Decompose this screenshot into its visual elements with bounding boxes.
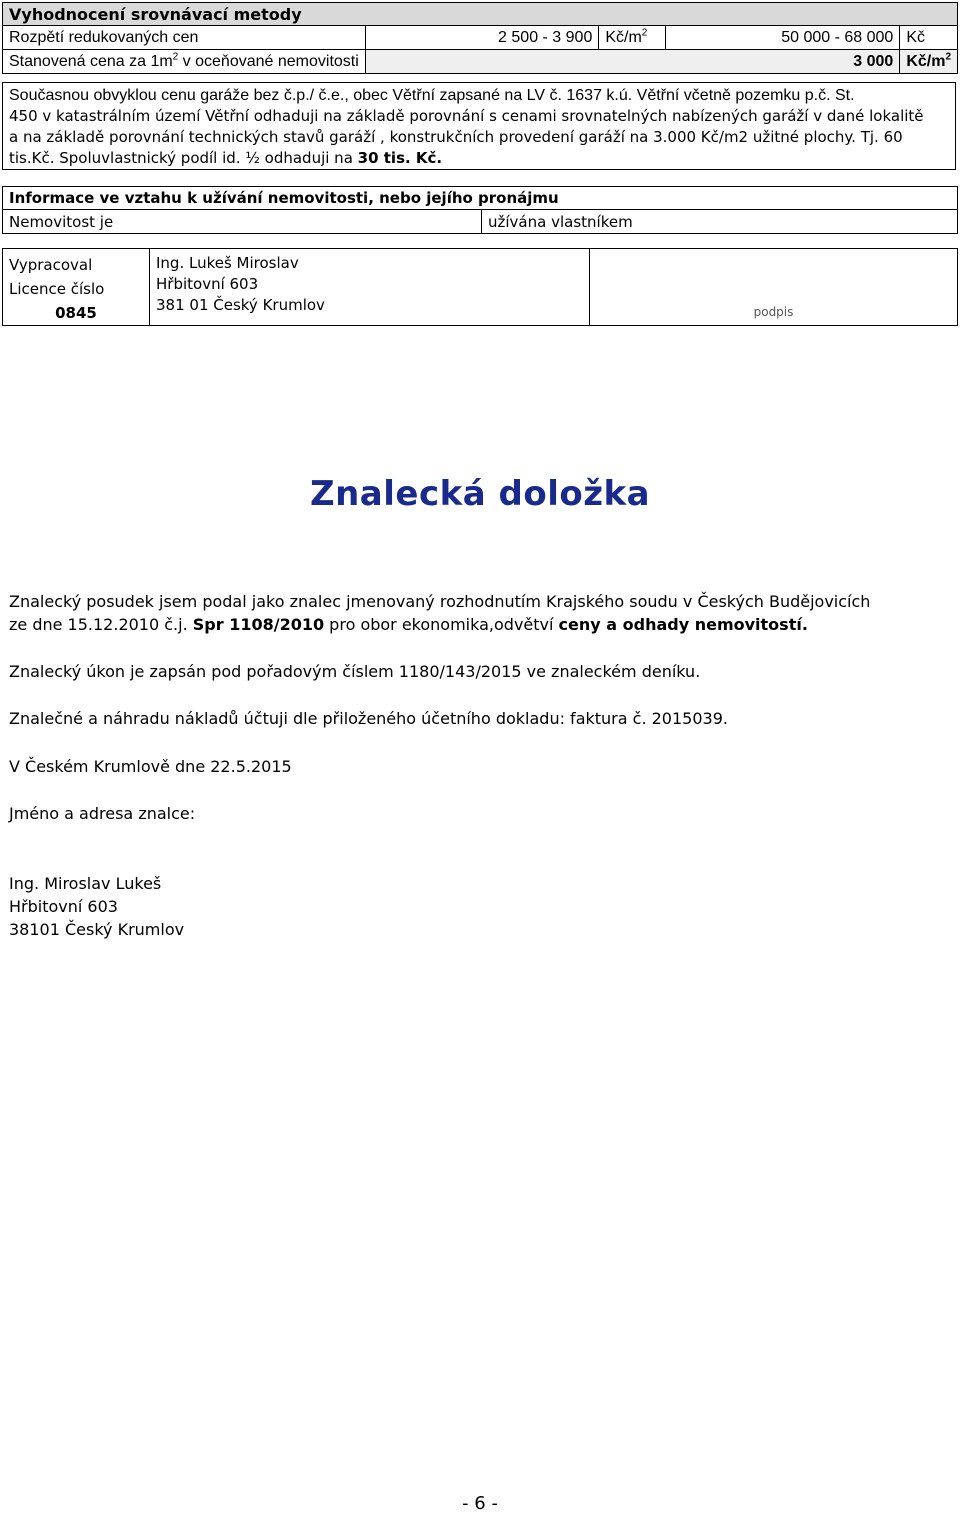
clause-fee: Znalečné a náhradu nákladů účtuji dle přiloženého účetního dokladu: faktura č. 2015039.: [9, 709, 728, 728]
clause-body: [9, 590, 954, 636]
usage-value: užívána vlastníkem: [482, 210, 958, 234]
description-line-3: a na základě porovnání technických stavů garáží , konstrukčních provedení garáží na 3.000 Kč/m2 užitné plochy. Tj. 60: [9, 128, 903, 146]
clause-name-address-label: Jméno a adresa znalce:: [9, 804, 196, 823]
price-range-unit: $Kč/m^2$: [599, 26, 665, 50]
description-line-4: tis.Kč. Spoluvlastnický podíl id. ½ odhaduji na 30 tis. Kč.: [9, 149, 443, 167]
comparison-title: Vyhodnocení srovnávací metody: [3, 3, 958, 26]
signature-label: podpis: [753, 305, 794, 319]
prepared-label-box: [2, 248, 150, 326]
prepared-label: Vypracoval: [9, 256, 93, 274]
set-price-value: 3 000: [365, 50, 900, 74]
clause-registry: Znalecký úkon je zapsán pod pořadovým číslem 1180/143/2015 ve znaleckém deníku.: [9, 662, 701, 681]
usage-table: [2, 186, 958, 234]
prepared-by-block: [2, 248, 958, 326]
expert-name: Ing. Lukeš Miroslav: [156, 254, 299, 272]
licence-number: 0845: [55, 304, 97, 322]
clause-appointment-line-1: Znalecký posudek jsem podal jako znalec jmenovaný rozhodnutím Krajského soudu v Českých Budějovicích: [9, 592, 871, 611]
expert-address: [9, 872, 184, 941]
signature-box: [590, 248, 958, 326]
set-price-label: Stanovená cena za $1m^2$ v oceňované nemovitosti: [3, 50, 366, 74]
description-line-1: Současnou obvyklou cenu garáže bez č.p./ č.e., obec Větřní zapsané na LV č. 1637 k.ú. Větřní včetně pozemku p.č. St.: [9, 87, 855, 104]
licence-label: Licence číslo: [9, 280, 105, 298]
valuation-description: [2, 82, 956, 170]
clause-appointment-line-2: ze dne 15.12.2010 č.j. Spr 1108/2010 pro obor ekonomika,odvětví ceny a odhady nemovitostí.: [9, 615, 808, 634]
prepared-address-box: [150, 248, 590, 326]
expert-address-name: Ing. Miroslav Lukeš: [9, 874, 162, 893]
usage-title: Informace ve vztahu k užívání nemovitosti, nebo jejího pronájmu: [3, 187, 958, 210]
comparison-table: [2, 2, 958, 74]
clause-place-date: V Českém Krumlově dne 22.5.2015: [9, 757, 292, 776]
page-number: - 6 -: [462, 1493, 498, 1514]
price-range-label: Rozpětí redukovaných cen: [3, 26, 366, 50]
total-range-unit: Kč: [900, 26, 958, 50]
total-range-value: 50 000 - 68 000: [665, 26, 900, 50]
expert-address-street: Hřbitovní 603: [9, 897, 118, 916]
price-range-value: 2 500 - 3 900: [365, 26, 599, 50]
clause-heading: Znalecká doložka: [309, 474, 651, 514]
description-line-2: 450 v katastrálním území Větřní odhaduji na základě porovnání s cenami srovnatelných nabízených garáží v dané lokalitě: [9, 107, 924, 125]
expert-city: 381 01 Český Krumlov: [156, 296, 325, 314]
usage-label: Nemovitost je: [3, 210, 482, 234]
expert-address-city: 38101 Český Krumlov: [9, 920, 185, 939]
set-price-unit: $Kč/m^2$: [900, 50, 958, 74]
expert-street: Hřbitovní 603: [156, 275, 259, 293]
